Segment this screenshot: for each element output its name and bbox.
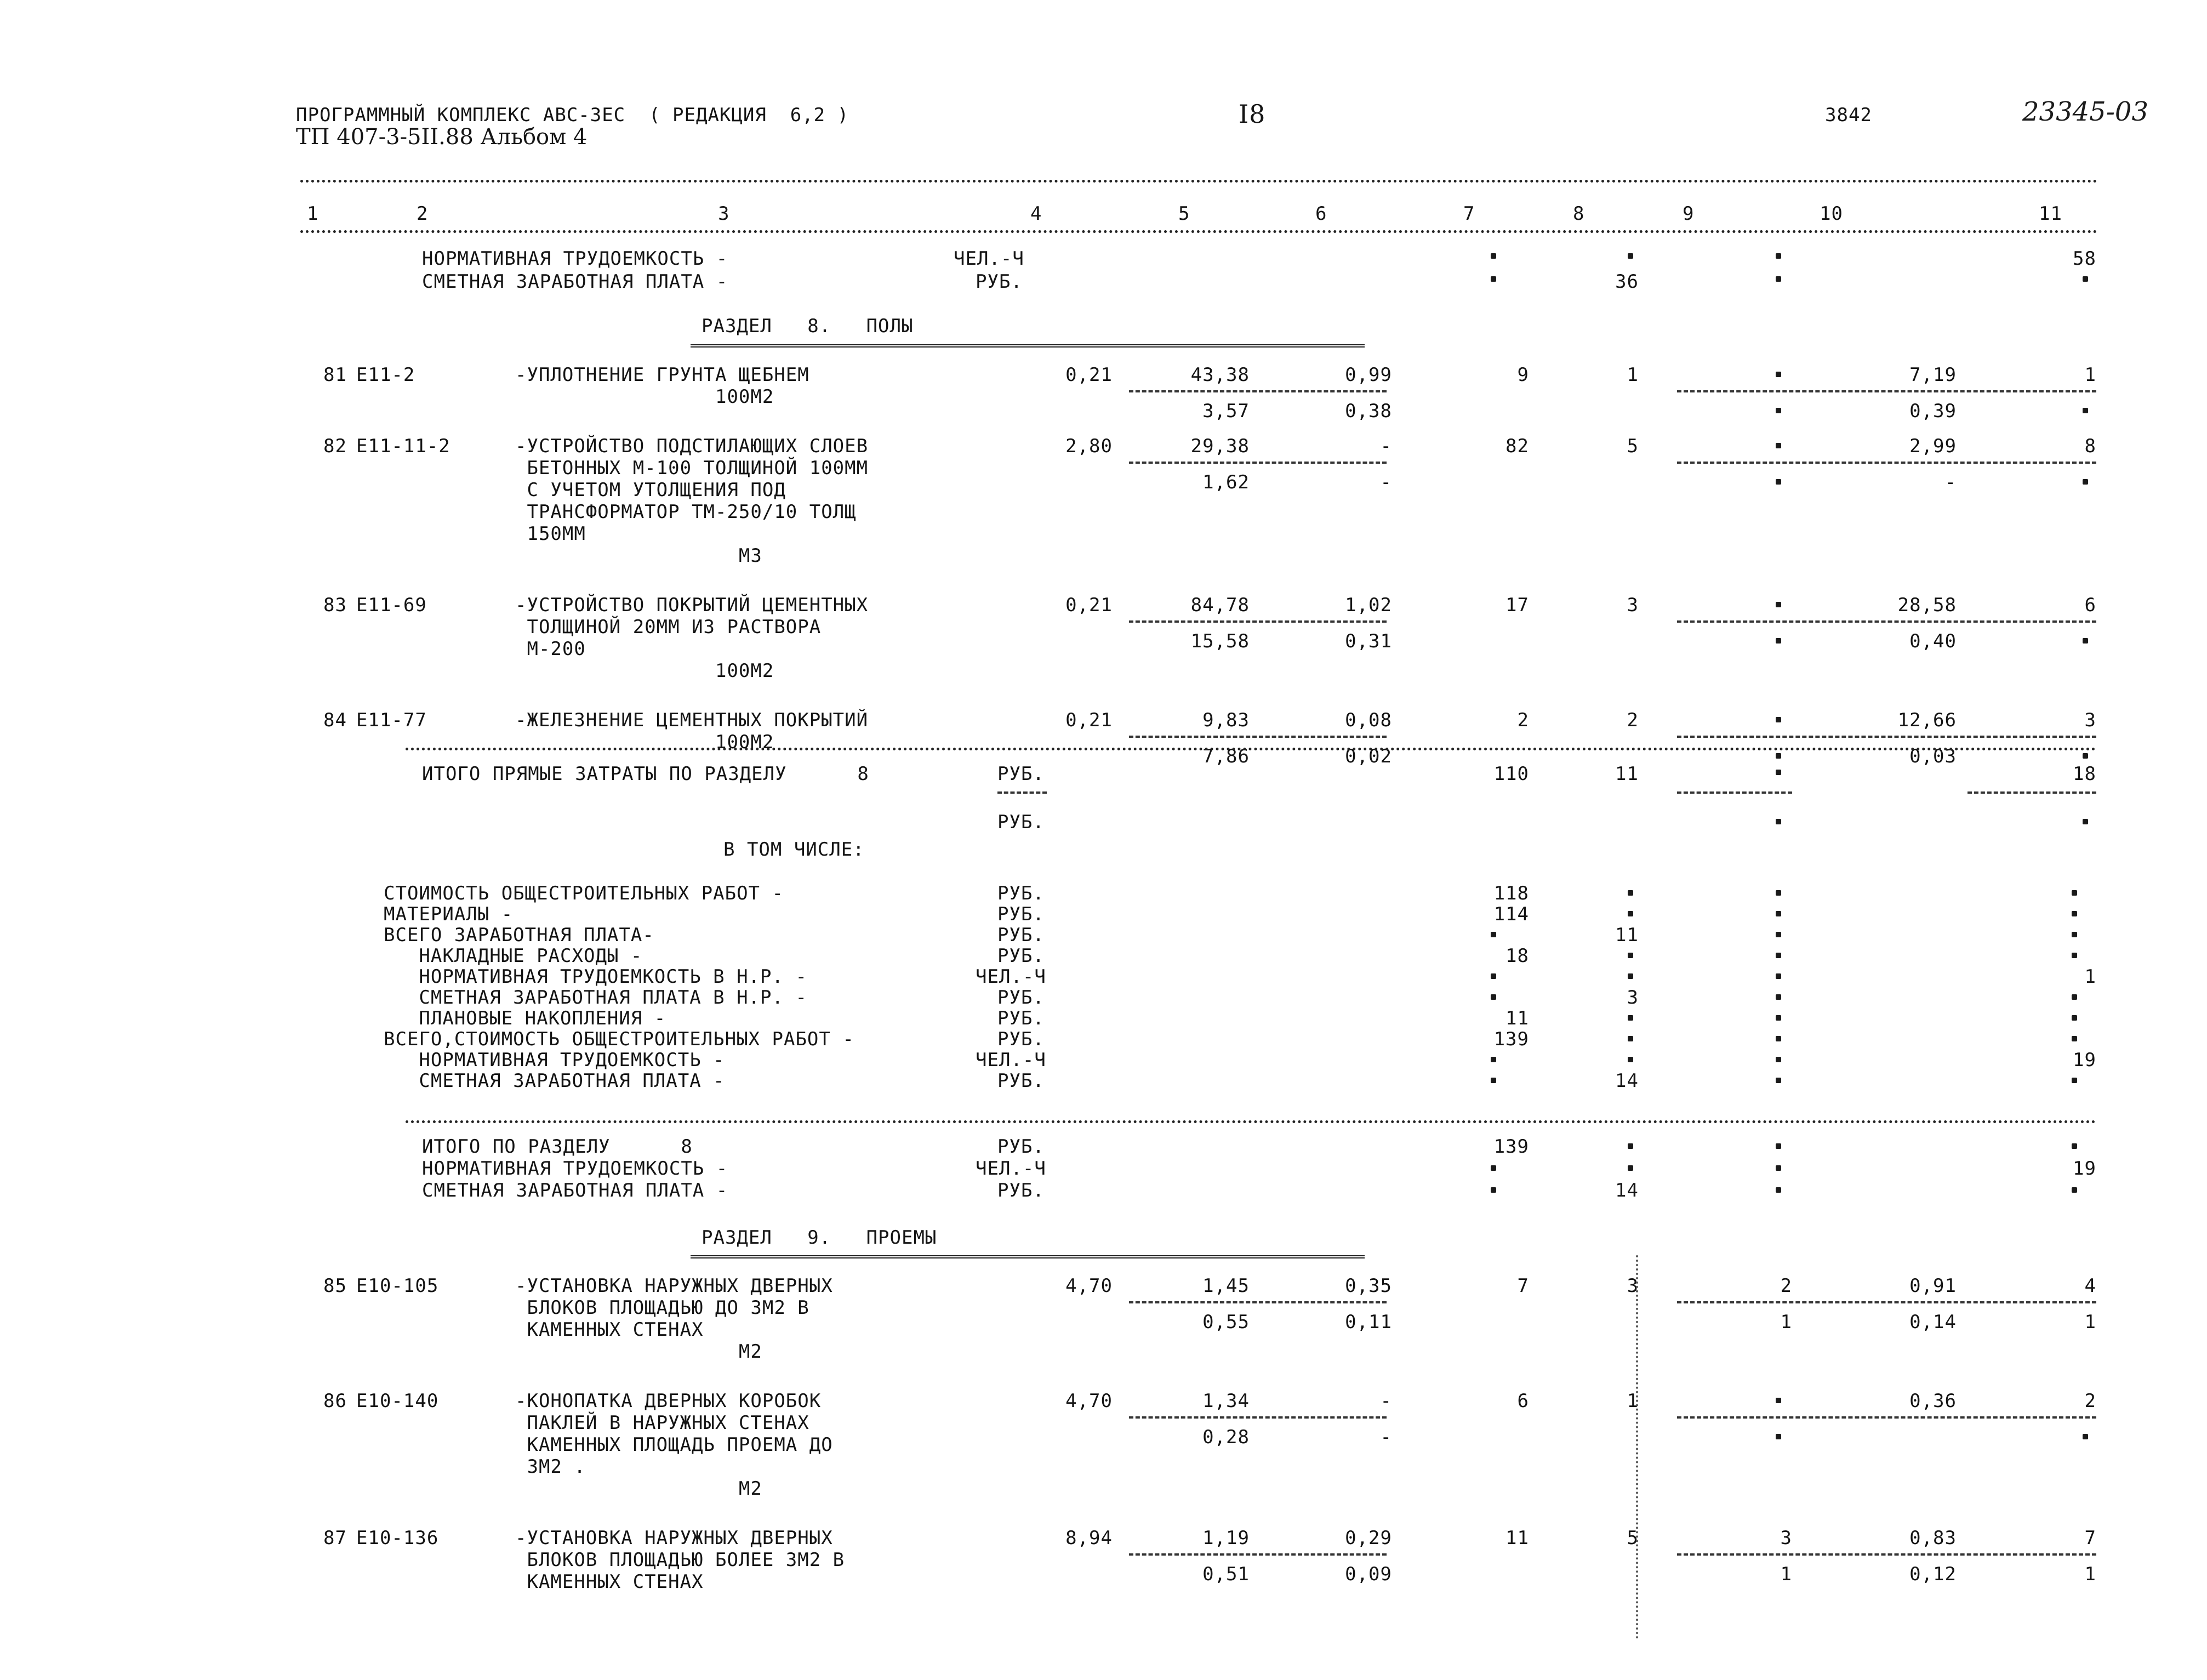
- summary-label: ПЛАНОВЫЕ НАКОПЛЕНИЯ -: [384, 1007, 666, 1029]
- summary-unit: РУБ.: [997, 924, 1045, 946]
- final-unit: ЧЕЛ.-Ч: [976, 1158, 1046, 1180]
- row8-c7: 82: [1505, 435, 1529, 457]
- row8-c11-total: 8: [2084, 435, 2096, 457]
- column-header-9: 9: [1683, 203, 1695, 225]
- dot-mark: [2072, 953, 2077, 958]
- row9-c6-total: 0,35: [1345, 1275, 1392, 1297]
- row8-sub-rule: [1129, 620, 1387, 623]
- final-label: НОРМАТИВНАЯ ТРУДОЕМКОСТЬ -: [422, 1158, 728, 1180]
- dot-mark: [1776, 1057, 1781, 1062]
- column-header-2: 2: [417, 203, 429, 225]
- dot-mark: [1776, 443, 1781, 448]
- final-c8: 14: [1615, 1180, 1639, 1201]
- dot-mark: [2083, 276, 2088, 282]
- section-8-title-rule: [691, 344, 1365, 348]
- handwritten-number: 23345-03: [2022, 96, 2148, 127]
- row8-c10-total: 12,66: [1897, 709, 1957, 731]
- row9-sub-rule: [1677, 1416, 2096, 1419]
- dot-mark: [1776, 638, 1781, 643]
- row8-c6-total: 1,02: [1345, 594, 1392, 616]
- total-8-sub-rule: [1677, 791, 1792, 794]
- row9-c10-wage: 0,12: [1909, 1563, 1957, 1585]
- row8-c5-total: 84,78: [1190, 594, 1250, 616]
- row9-c11-total: 2: [2084, 1390, 2096, 1412]
- summary-label: НОРМАТИВНАЯ ТРУДОЕМКОСТЬ -: [384, 1049, 725, 1071]
- row8-sub-rule: [1129, 736, 1387, 738]
- dot-mark: [2072, 890, 2077, 896]
- total-8-rule: [406, 748, 2096, 750]
- row8-description: -ЖЕЛЕЗНЕНИЕ ЦЕМЕНТНЫХ ПОКРЫТИЙ: [515, 709, 869, 731]
- row9-description: БЛОКОВ ПЛОЩАДЬЮ ДО 3М2 В: [515, 1297, 809, 1319]
- row8-c6-wage: -: [1380, 471, 1392, 493]
- row8-description: -УСТРОЙСТВО ПОКРЫТИЙ ЦЕМЕНТНЫХ: [515, 594, 869, 616]
- row9-description: М2: [515, 1341, 762, 1363]
- dot-mark: [1628, 911, 1633, 916]
- dot-mark: [1491, 1187, 1496, 1193]
- row9-quantity: 4,70: [1065, 1275, 1113, 1297]
- dot-mark: [1628, 1165, 1633, 1171]
- dot-mark: [1776, 953, 1781, 958]
- column-header-11: 11: [2039, 203, 2062, 225]
- row8-c6-total: 0,99: [1345, 364, 1392, 386]
- summary-label: ВСЕГО,СТОИМОСТЬ ОБЩЕСТРОИТЕЛЬНЫХ РАБОТ -: [384, 1028, 854, 1050]
- column-header-6: 6: [1315, 203, 1327, 225]
- row8-c8: 1: [1627, 364, 1639, 386]
- row8-description: -УПЛОТНЕНИЕ ГРУНТА ЩЕБНЕМ: [515, 364, 809, 386]
- row8-description: БЕТОННЫХ М-100 ТОЛЩИНОЙ 100ММ: [515, 457, 869, 479]
- row9-c6-total: 0,29: [1345, 1527, 1392, 1549]
- total-8-sub-rule: [997, 791, 1047, 794]
- summary-unit: ЧЕЛ.-Ч: [976, 966, 1046, 988]
- dot-mark: [1491, 1057, 1496, 1062]
- row9-description: -УСТАНОВКА НАРУЖНЫХ ДВЕРНЫХ: [515, 1527, 833, 1549]
- dot-mark: [2083, 819, 2088, 824]
- row8-c10-total: 7,19: [1909, 364, 1957, 386]
- row8-description: 100М2: [515, 731, 774, 753]
- row9-description: ПАКЛЕЙ В НАРУЖНЫХ СТЕНАХ: [515, 1412, 809, 1434]
- row9-c8: 3: [1627, 1275, 1639, 1297]
- row8-sub-rule: [1677, 462, 2096, 464]
- row9-c5-wage: 0,55: [1202, 1311, 1250, 1333]
- column-header-10: 10: [1820, 203, 1843, 225]
- summary-label: НОРМАТИВНАЯ ТРУДОЕМКОСТЬ В Н.Р. -: [384, 966, 807, 988]
- dot-mark: [1491, 1165, 1496, 1171]
- final-label: ИТОГО ПО РАЗДЕЛУ 8: [422, 1136, 693, 1158]
- row8-c6-wage: 0,31: [1345, 630, 1392, 652]
- total-8-c8: 11: [1615, 763, 1639, 785]
- row9-sub-rule: [1677, 1553, 2096, 1556]
- dot-mark: [1628, 1036, 1633, 1041]
- row9-c7: 6: [1517, 1390, 1529, 1412]
- column-header-5: 5: [1178, 203, 1190, 225]
- row8-description: ТОЛЩИНОЙ 20ММ ИЗ РАСТВОРА: [515, 616, 822, 638]
- summary-unit: РУБ.: [997, 987, 1045, 1009]
- row8-c11-total: 1: [2084, 364, 2096, 386]
- row9-sub-rule: [1129, 1301, 1387, 1303]
- final-unit: РУБ.: [997, 1136, 1045, 1158]
- total-8-sub-rule: [1968, 791, 2096, 794]
- dot-mark: [1776, 479, 1781, 485]
- row8-description: С УЧЕТОМ УТОЛЩЕНИЯ ПОД: [515, 479, 786, 501]
- row8-sub-rule: [1129, 390, 1387, 392]
- dot-mark: [2072, 932, 2077, 937]
- dot-mark: [2072, 1078, 2077, 1083]
- dot-mark: [1776, 276, 1781, 282]
- row8-c8: 3: [1627, 594, 1639, 616]
- dot-mark: [1776, 973, 1781, 979]
- dot-mark: [1776, 994, 1781, 1000]
- row8-quantity: 0,21: [1065, 594, 1113, 616]
- dot-mark: [1776, 1187, 1781, 1193]
- summary-c7: 11: [1505, 1007, 1529, 1029]
- final-c7: 139: [1493, 1136, 1529, 1158]
- dot-mark: [2072, 994, 2077, 1000]
- row8-description: 100М2: [515, 386, 774, 408]
- row8-description: 150ММ: [515, 523, 586, 545]
- row9-c9: 3: [1780, 1527, 1792, 1549]
- wage-label: СМЕТНАЯ ЗАРАБОТНАЯ ПЛАТА -: [422, 271, 728, 293]
- final-label: СМЕТНАЯ ЗАРАБОТНАЯ ПЛАТА -: [422, 1180, 728, 1201]
- row9-c10-total: 0,83: [1909, 1527, 1957, 1549]
- summary-label: СМЕТНАЯ ЗАРАБОТНАЯ ПЛАТА В Н.Р. -: [384, 987, 807, 1009]
- dot-mark: [1776, 408, 1781, 413]
- row8-code: Е11-69: [356, 594, 427, 616]
- row9-code: Е10-140: [356, 1390, 439, 1412]
- table-top-rule: [300, 180, 2098, 183]
- row8-c7: 17: [1505, 594, 1529, 616]
- row9-sub-rule: [1129, 1553, 1387, 1556]
- row9-c5-total: 1,45: [1202, 1275, 1250, 1297]
- row9-number: 87: [323, 1527, 347, 1549]
- row8-c10-wage: 0,39: [1909, 400, 1957, 422]
- dot-mark: [2072, 911, 2077, 916]
- row8-c5-wage: 15,58: [1190, 630, 1250, 652]
- row8-description: М3: [515, 545, 762, 567]
- dot-mark: [2072, 1036, 2077, 1041]
- row9-c6-wage: 0,11: [1345, 1311, 1392, 1333]
- summary-c11: 1: [2084, 966, 2096, 988]
- dot-mark: [1776, 602, 1781, 607]
- dot-mark: [2083, 638, 2088, 643]
- summary-c8: 3: [1627, 987, 1639, 1009]
- column-header-8: 8: [1573, 203, 1585, 225]
- row9-c5-total: 1,19: [1202, 1527, 1250, 1549]
- labor-c11: 58: [2073, 248, 2096, 270]
- row8-c7: 9: [1517, 364, 1529, 386]
- column-header-7: 7: [1463, 203, 1475, 225]
- summary-label: НАКЛАДНЫЕ РАСХОДЫ -: [384, 945, 643, 967]
- dot-mark: [1776, 1015, 1781, 1021]
- row9-description: КАМЕННЫХ ПЛОЩАДЬ ПРОЕМА ДО: [515, 1434, 833, 1456]
- dot-mark: [1491, 253, 1496, 259]
- dot-mark: [1776, 1434, 1781, 1439]
- dot-mark: [1776, 253, 1781, 259]
- dot-mark: [1776, 1143, 1781, 1149]
- row8-number: 81: [323, 364, 347, 386]
- labor-unit: ЧЕЛ.-Ч: [954, 248, 1024, 270]
- row8-description: ТРАНСФОРМАТОР ТМ-250/10 ТОЛЩ: [515, 501, 857, 523]
- dot-mark: [1776, 819, 1781, 824]
- summary-unit: РУБ.: [997, 1070, 1045, 1092]
- row9-quantity: 4,70: [1065, 1390, 1113, 1412]
- dot-mark: [1776, 890, 1781, 896]
- section-8-title: РАЗДЕЛ 8. ПОЛЫ: [702, 315, 914, 337]
- dot-mark: [2083, 408, 2088, 413]
- total-8-unit-2: РУБ.: [997, 811, 1045, 833]
- row9-c6-wage: -: [1380, 1426, 1392, 1448]
- total-8-label: ИТОГО ПРЯМЫЕ ЗАТРАТЫ ПО РАЗДЕЛУ 8: [422, 763, 869, 785]
- row9-c11-total: 4: [2084, 1275, 2096, 1297]
- row9-number: 85: [323, 1275, 347, 1297]
- total-8-c7: 110: [1493, 763, 1529, 785]
- row9-description: -КОНОПАТКА ДВЕРНЫХ КОРОБОК: [515, 1390, 822, 1412]
- row8-c6-total: 0,08: [1345, 709, 1392, 731]
- row9-sub-rule: [1677, 1301, 2096, 1303]
- dot-mark: [1628, 1057, 1633, 1062]
- dot-mark: [2083, 753, 2088, 759]
- summary-label: СТОИМОСТЬ ОБЩЕСТРОИТЕЛЬНЫХ РАБОТ -: [384, 882, 784, 904]
- dot-mark: [2083, 1434, 2088, 1439]
- wage-c8: 36: [1615, 271, 1639, 293]
- row8-c10-wage: -: [1944, 471, 1957, 493]
- row8-c8: 5: [1627, 435, 1639, 457]
- row9-c11-wage: 1: [2084, 1563, 2096, 1585]
- summary-label: МАТЕРИАЛЫ -: [384, 903, 514, 925]
- dot-mark: [1776, 770, 1781, 775]
- dot-mark: [1628, 253, 1633, 259]
- row9-c5-wage: 0,51: [1202, 1563, 1250, 1585]
- summary-c8: 14: [1615, 1070, 1639, 1092]
- column-header-rule: [300, 230, 2098, 233]
- final-unit: РУБ.: [997, 1180, 1045, 1201]
- row9-description: 3М2 .: [515, 1456, 586, 1478]
- final-8-rule: [406, 1120, 2096, 1123]
- row9-c5-wage: 0,28: [1202, 1426, 1250, 1448]
- summary-c8: 11: [1615, 924, 1639, 946]
- row9-code: Е10-136: [356, 1527, 439, 1549]
- labor-label: НОРМАТИВНАЯ ТРУДОЕМКОСТЬ -: [422, 248, 728, 270]
- summary-unit: РУБ.: [997, 945, 1045, 967]
- summary-c7: 139: [1493, 1028, 1529, 1050]
- row9-number: 86: [323, 1390, 347, 1412]
- dot-mark: [1776, 372, 1781, 377]
- row9-c9: 2: [1780, 1275, 1792, 1297]
- row8-code: Е11-11-2: [356, 435, 450, 457]
- summary-c7: 118: [1493, 882, 1529, 904]
- summary-c7: 18: [1505, 945, 1529, 967]
- row8-quantity: 0,21: [1065, 709, 1113, 731]
- summary-c7: 114: [1493, 903, 1529, 925]
- dot-mark: [1776, 911, 1781, 916]
- summary-c11: 19: [2073, 1049, 2096, 1071]
- row8-c10-total: 28,58: [1897, 594, 1957, 616]
- row8-number: 84: [323, 709, 347, 731]
- dot-mark: [1776, 1036, 1781, 1041]
- summary-unit: РУБ.: [997, 1028, 1045, 1050]
- dot-mark: [1491, 276, 1496, 282]
- row9-description: БЛОКОВ ПЛОЩАДЬЮ БОЛЕЕ 3М2 В: [515, 1549, 845, 1571]
- summary-label: СМЕТНАЯ ЗАРАБОТНАЯ ПЛАТА -: [384, 1070, 725, 1092]
- row9-c11-wage: 1: [2084, 1311, 2096, 1333]
- row9-c10-wage: 0,14: [1909, 1311, 1957, 1333]
- row8-c10-total: 2,99: [1909, 435, 1957, 457]
- dot-mark: [2072, 1143, 2077, 1149]
- row8-quantity: 2,80: [1065, 435, 1113, 457]
- row8-sub-rule: [1129, 462, 1387, 464]
- row8-code: Е11-2: [356, 364, 415, 386]
- row8-quantity: 0,21: [1065, 364, 1113, 386]
- dot-mark: [1776, 1398, 1781, 1403]
- row9-c5-total: 1,34: [1202, 1390, 1250, 1412]
- dot-mark: [1628, 1015, 1633, 1021]
- row9-c9-wage: 1: [1780, 1563, 1792, 1585]
- dot-mark: [1491, 973, 1496, 979]
- summary-unit: РУБ.: [997, 882, 1045, 904]
- row8-c5-wage: 1,62: [1202, 471, 1250, 493]
- row8-c5-total: 29,38: [1190, 435, 1250, 457]
- row8-c5-total: 9,83: [1202, 709, 1250, 731]
- sheet-code: 3842: [1825, 104, 1872, 126]
- section-9-title-rule: [691, 1255, 1365, 1258]
- summary-unit: ЧЕЛ.-Ч: [976, 1049, 1046, 1071]
- total-8-unit: РУБ.: [997, 763, 1045, 785]
- row8-number: 82: [323, 435, 347, 457]
- dot-mark: [1628, 973, 1633, 979]
- row9-c6-total: -: [1380, 1390, 1392, 1412]
- row8-c7: 2: [1517, 709, 1529, 731]
- dot-mark: [1776, 717, 1781, 722]
- section-9-title: РАЗДЕЛ 9. ПРОЕМЫ: [702, 1227, 937, 1249]
- row9-description: М2: [515, 1478, 762, 1500]
- row9-description: -УСТАНОВКА НАРУЖНЫХ ДВЕРНЫХ: [515, 1275, 833, 1297]
- dot-mark: [2083, 479, 2088, 485]
- dot-mark: [1491, 994, 1496, 1000]
- row8-c5-wage: 3,57: [1202, 400, 1250, 422]
- column-header-3: 3: [718, 203, 730, 225]
- row9-sub-rule: [1129, 1416, 1387, 1419]
- row8-c10-wage: 0,40: [1909, 630, 1957, 652]
- column-header-1: 1: [307, 203, 319, 225]
- final-c11: 19: [2073, 1158, 2096, 1180]
- row8-c11-total: 6: [2084, 594, 2096, 616]
- album-title: ТП 407-3-5II.88 Альбом 4: [296, 124, 588, 150]
- row8-c11-total: 3: [2084, 709, 2096, 731]
- summary-label: ВСЕГО ЗАРАБОТНАЯ ПЛАТА-: [384, 924, 654, 946]
- dot-mark: [1776, 1165, 1781, 1171]
- dot-mark: [2072, 1187, 2077, 1193]
- row9-c8: 1: [1627, 1390, 1639, 1412]
- dot-mark: [1776, 753, 1781, 759]
- row8-c6-total: -: [1380, 435, 1392, 457]
- wage-unit: РУБ.: [976, 271, 1023, 293]
- dot-mark: [2072, 1015, 2077, 1021]
- dot-mark: [1491, 1078, 1496, 1083]
- row8-c6-wage: 0,38: [1345, 400, 1392, 422]
- row9-description: КАМЕННЫХ СТЕНАХ: [515, 1319, 704, 1341]
- row8-c6-wage: 0,02: [1345, 745, 1392, 767]
- margin-trace: [1636, 1255, 1638, 1639]
- dot-mark: [1628, 953, 1633, 958]
- row8-c5-wage: 7,86: [1202, 745, 1250, 767]
- row8-code: Е11-77: [356, 709, 427, 731]
- summary-unit: РУБ.: [997, 903, 1045, 925]
- row8-description: 100М2: [515, 660, 774, 682]
- row9-code: Е10-105: [356, 1275, 439, 1297]
- row9-c11-total: 7: [2084, 1527, 2096, 1549]
- row8-c5-total: 43,38: [1190, 364, 1250, 386]
- summary-unit: РУБ.: [997, 1007, 1045, 1029]
- row8-sub-rule: [1677, 390, 2096, 392]
- dot-mark: [1628, 890, 1633, 896]
- row8-description: -УСТРОЙСТВО ПОДСТИЛАЮЩИХ СЛОЕВ: [515, 435, 869, 457]
- dot-mark: [1491, 932, 1496, 937]
- row8-sub-rule: [1677, 736, 2096, 738]
- row9-c7: 11: [1505, 1527, 1529, 1549]
- column-header-4: 4: [1030, 203, 1042, 225]
- row9-description: КАМЕННЫХ СТЕНАХ: [515, 1571, 704, 1593]
- dot-mark: [1628, 1143, 1633, 1149]
- row9-c8: 5: [1627, 1527, 1639, 1549]
- dot-mark: [1776, 1078, 1781, 1083]
- total-8-c11: 18: [2073, 763, 2096, 785]
- program-header: ПРОГРАММНЫЙ КОМПЛЕКС АВС-3ЕС ( РЕДАКЦИЯ 6,2 ): [296, 104, 849, 126]
- dot-mark: [1776, 932, 1781, 937]
- row8-number: 83: [323, 594, 347, 616]
- row8-c8: 2: [1627, 709, 1639, 731]
- row8-sub-rule: [1677, 620, 2096, 623]
- row9-c6-wage: 0,09: [1345, 1563, 1392, 1585]
- row9-c7: 7: [1517, 1275, 1529, 1297]
- row8-c10-wage: 0,03: [1909, 745, 1957, 767]
- row9-quantity: 8,94: [1065, 1527, 1113, 1549]
- row8-description: М-200: [515, 638, 586, 660]
- row9-c9-wage: 1: [1780, 1311, 1792, 1333]
- row9-c10-total: 0,36: [1909, 1390, 1957, 1412]
- including-label: В ТОМ ЧИСЛЕ:: [723, 839, 865, 861]
- row9-c10-total: 0,91: [1909, 1275, 1957, 1297]
- page-number: I8: [1239, 99, 1266, 129]
